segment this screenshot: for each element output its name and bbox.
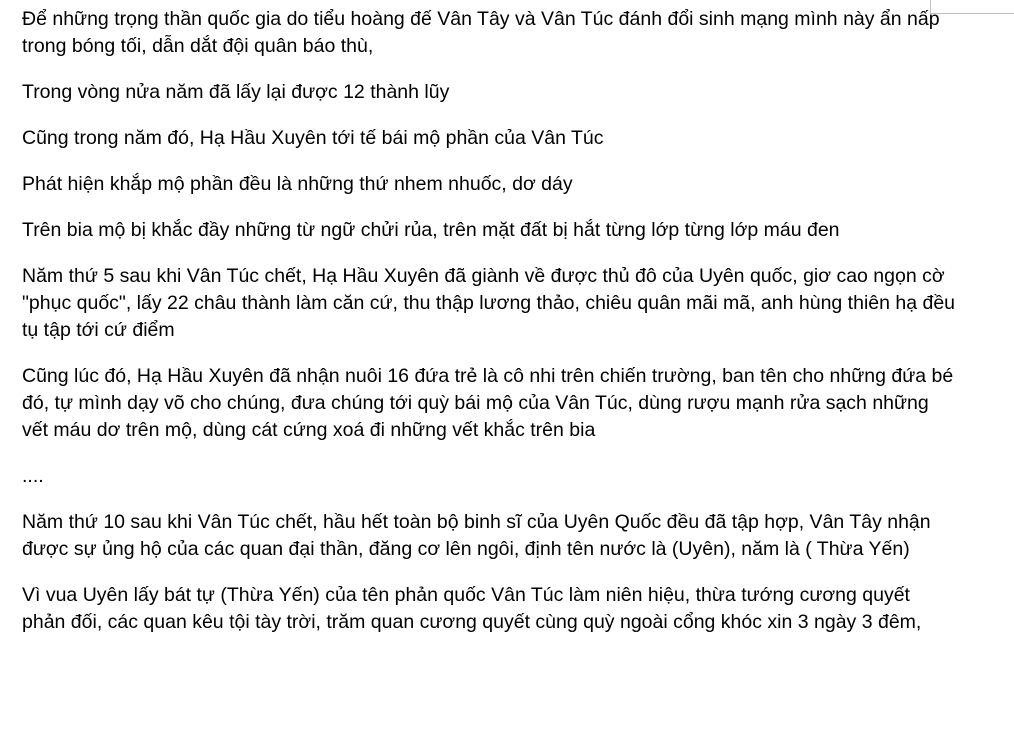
paragraph: Vì vua Uyên lấy bát tự (Thừa Yến) của tên phản quốc Vân Túc làm niên hiệu, thừa tướng cương quyết phản đối, các quan kêu tội tày trời, trăm quan cương quyết cùng quỳ ngoài cổng khóc xin 3 ngày 3 đêm,	[22, 584, 922, 633]
paragraph: Trên bia mộ bị khắc đầy những từ ngữ chửi rủa, trên mặt đất bị hắt từng lớp từng lớp máu đen	[22, 219, 840, 241]
paragraph: Cũng trong năm đó, Hạ Hầu Xuyên tới tế bái mộ phần của Vân Túc	[22, 127, 604, 149]
paragraph: ....	[22, 465, 44, 487]
paragraph: Phát hiện khắp mộ phần đều là những thứ nhem nhuốc, dơ dáy	[22, 173, 573, 195]
paragraph: Cũng lúc đó, Hạ Hầu Xuyên đã nhận nuôi 16 đứa trẻ là cô nhi trên chiến trường, ban tên cho những đứa bé đó, tự mình dạy võ cho chúng, đưa chúng tới quỳ bái mộ của Vân Túc, dùng rượu mạnh rửa sạch những vết máu dơ trên mộ, dùng cát cứng xoá đi những vết khắc trên bia	[22, 365, 959, 441]
paragraph: Năm thứ 10 sau khi Vân Túc chết, hầu hết toàn bộ binh sĩ của Uyên Quốc đều đã tập hợp, Vân Tây nhận được sự ủng hộ của các quan đại thần, đăng cơ lên ngôi, định tên nước là (Uyên), năm là ( Thừa Yến)	[22, 511, 937, 560]
paragraph: Năm thứ 5 sau khi Vân Túc chết, Hạ Hầu Xuyên đã giành về được thủ đô của Uyên quốc, giơ cao ngọn cờ "phục quốc", lấy 22 châu thành làm căn cứ, thu thập lương thảo, chiêu quân mãi mã, anh hùng thiên hạ đều tụ tập tới cứ điểm	[22, 265, 961, 341]
paragraph: Để những trọng thần quốc gia do tiểu hoàng đế Vân Tây và Vân Túc đánh đổi sinh mạng mình này ẩn nấp trong bóng tối, dẫn dắt đội quân báo thù,	[22, 8, 945, 57]
document-body	[22, 0, 961, 636]
paragraph: Trong vòng nửa năm đã lấy lại được 12 thành lũy	[22, 81, 450, 103]
